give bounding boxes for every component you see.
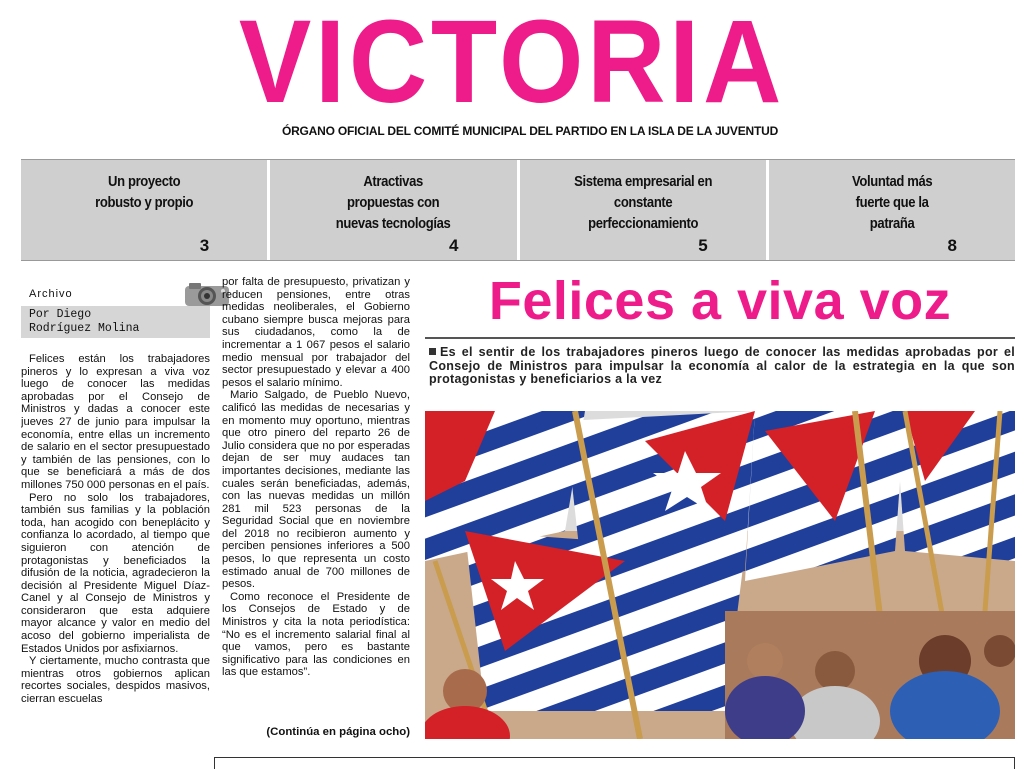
newspaper-title: VICTORIA — [238, 0, 786, 128]
index-strip — [21, 159, 1015, 261]
paragraph: Felices están los trabajadores pineros y lo expresan a viva voz luego de conocer las medidas aprobadas por el Consejo de Ministros y dadas a conocer este jueves 27 de junio para impulsar la economía, entre ellas un incremento de salario en el sector presupuestado y también de las pensiones, con lo que se beneficiará a más de dos millones 750 000 personas en el país. — [21, 353, 210, 491]
paragraph: por falta de presupuesto, privatizan y reducen pensiones, entre otras medidas neoliberales, el Gobierno cubano siempre busca mejoras para sus ciudadanos, como la de incrementar a 1 067 pesos el salario medio mensual por trabajador del sector presupuestado y elevar a 400 pesos el salario mínimo. — [222, 276, 410, 389]
byline — [21, 282, 210, 338]
paragraph: Pero no solo los trabajadores, también sus familias y la población toda, han acogido con beneplácito y confianza lo acordado, al tiempo que siguieron con atención de protagonistas y beneficiados la difusión de la noticia, agradecieron la decisión al Presidente Miguel Díaz-Canel y al Consejo de Ministros y consideraron que esta adquiere mayor alcance y valor en medio del acoso del gobierno imperialista de Estados Unidos por asfixiarnos. — [21, 491, 210, 655]
continues-link[interactable]: (Continúa en página ocho) — [266, 726, 410, 738]
index-item-title: Sistema empresarial en constante perfeccionamiento — [573, 174, 712, 232]
article-headline: Felices a viva voz — [488, 271, 952, 331]
index-item[interactable] — [769, 160, 1015, 260]
index-item-page: 5 — [698, 236, 708, 255]
paragraph: Como reconoce el Presidente de los Consejos de Estado y de Ministros y cita la nota periodística: “No es el incremento salarial final al que vamos, pero es bastante significativo para las condiciones en las que estamos”. — [222, 590, 410, 679]
photo-credit: Archivo — [29, 288, 73, 300]
index-item[interactable] — [270, 160, 519, 260]
newspaper-subtitle: ÓRGANO OFICIAL DEL COMITÉ MUNICIPAL DEL PARTIDO EN LA ISLA DE LA JUVENTUD — [281, 124, 779, 138]
index-item-page: 8 — [947, 236, 957, 255]
index-item[interactable] — [520, 160, 769, 260]
bullet-icon — [429, 348, 436, 355]
article-photo — [425, 411, 1015, 739]
index-item-title: Un proyecto robusto y propio — [95, 174, 194, 211]
paragraph: Mario Salgado, de Pueblo Nuevo, calificó las medidas de necesarias y en momento muy oportuno, mientras que otro pinero del reparto 26 de Julio considera que no por esperadas dejan de ser muy audaces tan importantes decisiones, mediante las cuales serán beneficiadas, además, con las nuevas medidas un millón 281 mil 523 personas de la Seguridad Social que en noviembre del 2018 no recibieron aumento y perciben pensiones inferiores a 500 pesos, lo que representa un costo estimado anual de 700 millones de pesos. — [222, 389, 410, 591]
article-column-2 — [222, 276, 410, 718]
index-item-page: 4 — [449, 236, 459, 255]
index-item-title: Voluntad más fuerte que la patraña — [851, 174, 933, 232]
masthead — [0, 0, 1024, 150]
divider — [425, 337, 1015, 339]
paragraph: Y ciertamente, mucho contrasta que mientras otros gobiernos aplican recortes sociales, despidos masivos, cierran escuelas — [21, 655, 210, 706]
index-item-page: 3 — [199, 236, 210, 255]
next-section-box — [214, 757, 1015, 769]
index-item[interactable] — [21, 160, 270, 260]
index-item-title: Atractivas propuestas con nuevas tecnologías — [336, 174, 451, 232]
article-column-1 — [21, 353, 210, 743]
author-name: Por Diego Rodríguez Molina — [21, 306, 210, 338]
article-deck: Es el sentir de los trabajadores pineros luego de conocer las medidas aprobadas por el Consejo de Ministros para impulsar la economía al calor de la estrategia en la que son protagonistas y beneficiarios a la vez — [429, 345, 1015, 386]
